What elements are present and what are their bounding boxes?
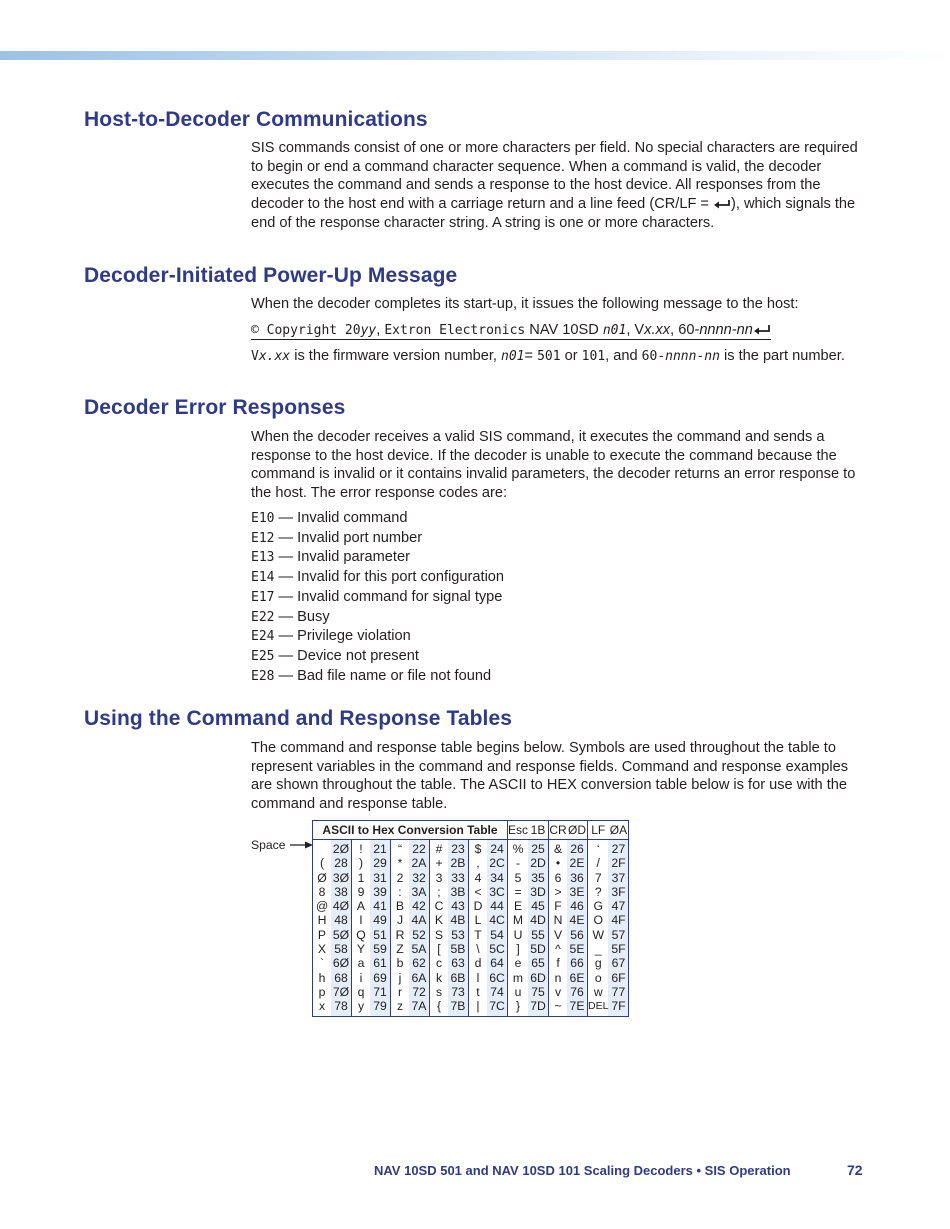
hex-cell: 6D xyxy=(528,971,549,985)
char-cell: G xyxy=(593,899,603,914)
char-cell: ? xyxy=(594,884,602,899)
power-up-note: Vx.xx is the firmware version number, n01= 501 or 101, and 60-nnnn-nn is the part number. xyxy=(251,348,845,364)
char-cell: Y xyxy=(356,942,366,957)
char-cell: D xyxy=(473,899,483,914)
char-cell: % xyxy=(512,842,524,856)
list-item: E10 — Invalid command xyxy=(251,510,408,526)
char-cell: W xyxy=(592,927,604,942)
char-cell: u xyxy=(514,984,522,999)
heading-power-up: Decoder-Initiated Power-Up Message xyxy=(84,264,458,287)
char-cell: h xyxy=(318,970,326,985)
hex-cell: 35 xyxy=(528,871,549,885)
hex-cell: 64 xyxy=(487,956,508,970)
ascii-hex-table xyxy=(312,820,629,1017)
char-cell: Q xyxy=(356,927,366,942)
hex-cell: 79 xyxy=(370,999,391,1016)
char-cell: f xyxy=(556,956,560,971)
hex-cell: 48 xyxy=(331,913,352,927)
hex-cell: 68 xyxy=(331,971,352,985)
hex-cell: 58 xyxy=(331,942,352,956)
table-title: ASCII to Hex Conversion Table xyxy=(313,821,508,840)
char-cell: p xyxy=(318,984,326,999)
char-cell: ( xyxy=(319,856,325,871)
arrow-right-icon xyxy=(290,840,314,850)
table-row xyxy=(313,956,629,970)
char-cell: DEL xyxy=(588,1000,609,1013)
hex-cell: 5F xyxy=(608,942,629,956)
char-cell: + xyxy=(435,856,443,871)
char-cell: b xyxy=(396,956,404,971)
char-cell: g xyxy=(594,956,602,971)
char-cell: a xyxy=(357,956,365,971)
char-cell: J xyxy=(396,913,404,928)
hex-cell: 3A xyxy=(409,885,430,899)
header-cell: CR xyxy=(549,821,568,840)
table-row xyxy=(313,885,629,899)
hex-cell: 2F xyxy=(608,856,629,870)
char-cell: > xyxy=(554,884,562,899)
header-bar xyxy=(0,51,950,60)
char-cell: q xyxy=(357,984,365,999)
char-cell: c xyxy=(435,956,443,971)
footer-title: NAV 10SD 501 and NAV 10SD 101 Scaling Decoders • SIS Operation xyxy=(374,1163,791,1178)
char-cell: ! xyxy=(359,842,363,856)
hex-cell: 75 xyxy=(528,985,549,999)
char-cell: $ xyxy=(474,842,482,856)
char-cell: y xyxy=(357,999,365,1014)
char-cell: n xyxy=(554,970,562,985)
header-cell: LF xyxy=(588,821,609,840)
char-cell: P xyxy=(317,927,327,942)
char-cell: • xyxy=(555,856,561,871)
hex-cell: 3D xyxy=(528,885,549,899)
char-cell: # xyxy=(435,842,443,856)
char-cell: k xyxy=(435,970,443,985)
hex-cell: 77 xyxy=(608,985,629,999)
list-item: E24 — Privilege violation xyxy=(251,628,411,645)
header-cell: ØD xyxy=(567,821,588,840)
hex-cell: 5B xyxy=(448,942,469,956)
hex-cell: 22 xyxy=(409,840,430,857)
hex-cell: 47 xyxy=(608,899,629,913)
char-cell: U xyxy=(513,927,523,942)
list-item: E13 — Invalid parameter xyxy=(251,549,410,566)
hex-cell: 4E xyxy=(567,913,588,927)
hex-cell: 5A xyxy=(409,942,430,956)
hex-cell: 74 xyxy=(487,985,508,999)
hex-cell: 3Ø xyxy=(331,871,352,885)
char-cell: | xyxy=(476,999,480,1014)
hex-cell: 2C xyxy=(487,856,508,870)
hex-cell: 5E xyxy=(567,942,588,956)
hex-cell: 27 xyxy=(608,840,629,857)
hex-cell: 38 xyxy=(331,885,352,899)
hex-cell: 46 xyxy=(567,899,588,913)
return-arrow-icon xyxy=(713,199,731,209)
table-row xyxy=(313,840,629,857)
header-cell: ØA xyxy=(608,821,629,840)
char-cell: @ xyxy=(315,899,329,914)
table-row xyxy=(313,913,629,927)
errors-paragraph: When the decoder receives a valid SIS command, it executes the command and sends a response to the host device. If the decoder is unable to execute the command because the command is invalid or it contains invalid parameters, the decoder returns an error response to the host. The error response codes are: xyxy=(251,429,856,502)
list-item: E28 — Bad file name or file not found xyxy=(251,667,492,684)
hex-cell: 73 xyxy=(448,985,469,999)
char-cell: 7 xyxy=(594,870,602,885)
list-item: E22 — Busy xyxy=(251,608,330,625)
hex-cell: 31 xyxy=(370,871,391,885)
char-cell: ; xyxy=(437,884,441,899)
table-row xyxy=(313,856,629,870)
hex-cell: 57 xyxy=(608,928,629,942)
char-cell: m xyxy=(512,970,524,985)
char-cell: e xyxy=(514,956,522,971)
hex-cell: 23 xyxy=(448,840,469,857)
char-cell: w xyxy=(593,984,603,999)
char-cell: , xyxy=(476,856,480,871)
char-cell: _ xyxy=(594,942,602,957)
table-row xyxy=(313,942,629,956)
char-cell: I xyxy=(359,913,363,928)
char-cell: s xyxy=(435,984,443,999)
char-cell: F xyxy=(554,899,562,914)
char-cell: v xyxy=(554,984,562,999)
hex-cell: 29 xyxy=(370,856,391,870)
hex-cell: 6F xyxy=(608,971,629,985)
char-cell: x xyxy=(318,999,326,1014)
hex-cell: 2Ø xyxy=(331,840,352,857)
char-cell: R xyxy=(395,927,405,942)
hex-cell: 4C xyxy=(487,913,508,927)
hex-cell: 55 xyxy=(528,928,549,942)
table-row xyxy=(313,999,629,1016)
table-row xyxy=(313,928,629,942)
table-header-row xyxy=(313,821,629,840)
char-cell: “ xyxy=(397,842,403,856)
hex-cell: 39 xyxy=(370,885,391,899)
hex-cell: 2A xyxy=(409,856,430,870)
char-cell: & xyxy=(553,842,563,856)
hex-cell: 71 xyxy=(370,985,391,999)
char-cell: / xyxy=(596,856,600,871)
list-item: E25 — Device not present xyxy=(251,647,419,664)
hex-cell: 2B xyxy=(448,856,469,870)
hex-cell: 62 xyxy=(409,956,430,970)
char-cell: V xyxy=(553,927,563,942)
list-item: E17 — Invalid command for signal type xyxy=(251,588,503,605)
hex-cell: 53 xyxy=(448,928,469,942)
char-cell: ~ xyxy=(554,999,562,1014)
char-cell: < xyxy=(474,884,482,899)
hex-cell: 2E xyxy=(567,856,588,870)
char-cell: 9 xyxy=(357,884,365,899)
hex-cell: 4D xyxy=(528,913,549,927)
hex-cell: 7D xyxy=(528,999,549,1016)
char-cell: = xyxy=(514,884,522,899)
char-cell: B xyxy=(395,899,405,914)
hex-cell: 37 xyxy=(608,871,629,885)
hex-cell: 6Ø xyxy=(331,956,352,970)
hex-cell: 7Ø xyxy=(331,985,352,999)
hex-cell: 21 xyxy=(370,840,391,857)
hex-cell: 51 xyxy=(370,928,391,942)
char-cell: S xyxy=(434,927,444,942)
hex-cell: 36 xyxy=(567,871,588,885)
char-cell: z xyxy=(396,999,404,1014)
hex-cell: 3C xyxy=(487,885,508,899)
char-cell: 4 xyxy=(474,870,482,885)
hex-cell: 7F xyxy=(608,999,629,1016)
hex-cell: 54 xyxy=(487,928,508,942)
hex-cell: 63 xyxy=(448,956,469,970)
char-cell: ‘ xyxy=(596,842,600,856)
hex-cell: 6C xyxy=(487,971,508,985)
table-row xyxy=(313,871,629,885)
space-label: Space xyxy=(251,838,286,852)
char-cell: j xyxy=(398,970,402,985)
hex-cell: 4B xyxy=(448,913,469,927)
char-cell: d xyxy=(474,956,482,971)
hex-cell: 34 xyxy=(487,871,508,885)
hex-cell: 42 xyxy=(409,899,430,913)
char-cell: ` xyxy=(319,956,325,971)
tables-paragraph: The command and response table begins below. Symbols are used throughout the table to represent variables in the command and response fields. Command and response examples are shown throughout the table. The ASCII to HEX conversion table below is for use with the command and response table. xyxy=(251,740,849,813)
char-cell: i xyxy=(359,970,363,985)
char-cell: C xyxy=(434,899,444,914)
char-cell: M xyxy=(512,913,524,928)
hex-cell: 24 xyxy=(487,840,508,857)
host-paragraph: SIS commands consist of one or more characters per field. No special characters are required to begin or end a command character sequence. When a command is valid, the decoder executes the command and sends a response to the host device. All responses from the decoder to the host end with a carriage return and a line feed (CR/LF = ), which signals the end of the response character string. A string is one or more characters. xyxy=(251,140,858,231)
hex-cell: 44 xyxy=(487,899,508,913)
page-number: 72 xyxy=(847,1162,863,1178)
hex-cell: 52 xyxy=(409,928,430,942)
hex-cell: 41 xyxy=(370,899,391,913)
hex-cell: 4F xyxy=(608,913,629,927)
hex-cell: 76 xyxy=(567,985,588,999)
char-cell: 3 xyxy=(435,870,443,885)
char-cell: T xyxy=(474,927,482,942)
hex-cell: 5D xyxy=(528,942,549,956)
header-cell: Esc xyxy=(508,821,529,840)
char-cell: o xyxy=(594,970,602,985)
hex-cell: 25 xyxy=(528,840,549,857)
heading-error-responses: Decoder Error Responses xyxy=(84,396,346,419)
hex-cell: 32 xyxy=(409,871,430,885)
hex-cell: 7A xyxy=(409,999,430,1016)
hex-cell: 78 xyxy=(331,999,352,1016)
header-cell: 1B xyxy=(528,821,549,840)
hex-cell: 61 xyxy=(370,956,391,970)
char-cell: l xyxy=(476,970,480,985)
char-cell: H xyxy=(317,913,327,928)
power-up-intro: When the decoder completes its start-up, it issues the following message to the host: xyxy=(251,296,799,312)
char-cell xyxy=(313,840,332,857)
list-item: E14 — Invalid for this port configuration xyxy=(251,569,505,586)
char-cell: K xyxy=(434,913,444,928)
error-code-list xyxy=(251,509,504,686)
hex-cell: 3F xyxy=(608,885,629,899)
hex-cell: 6E xyxy=(567,971,588,985)
char-cell: 8 xyxy=(318,884,326,899)
char-cell: r xyxy=(397,984,403,999)
char-cell: ^ xyxy=(555,942,561,957)
hex-cell: 3B xyxy=(448,885,469,899)
char-cell: } xyxy=(515,999,521,1014)
char-cell: t xyxy=(476,984,480,999)
hex-cell: 7B xyxy=(448,999,469,1016)
hex-cell: 59 xyxy=(370,942,391,956)
char-cell: - xyxy=(515,856,521,871)
char-cell: [ xyxy=(437,942,441,957)
hex-cell: 3E xyxy=(567,885,588,899)
char-cell: ) xyxy=(358,856,364,871)
hex-cell: 66 xyxy=(567,956,588,970)
char-cell: A xyxy=(356,899,366,914)
hex-cell: 6B xyxy=(448,971,469,985)
hex-cell: 7E xyxy=(567,999,588,1016)
char-cell: 1 xyxy=(357,870,365,885)
table-row xyxy=(313,971,629,985)
hex-cell: 4A xyxy=(409,913,430,927)
char-cell: Z xyxy=(396,942,404,957)
char-cell: ] xyxy=(516,942,520,957)
heading-command-tables: Using the Command and Response Tables xyxy=(84,707,513,730)
char-cell: : xyxy=(398,884,402,899)
hex-cell: 26 xyxy=(567,840,588,857)
hex-cell: 2D xyxy=(528,856,549,870)
char-cell: N xyxy=(553,913,563,928)
power-up-message: © Copyright 20yy, Extron Electronics NAV 10SD n01, Vx.xx, 60-nnnn-nn xyxy=(251,321,811,341)
hex-cell: 43 xyxy=(448,899,469,913)
table-row xyxy=(313,899,629,913)
hex-cell: 65 xyxy=(528,956,549,970)
hex-cell: 4Ø xyxy=(331,899,352,913)
char-cell: 2 xyxy=(396,870,404,885)
char-cell: \ xyxy=(476,942,480,957)
list-item: E12 — Invalid port number xyxy=(251,529,423,546)
hex-cell: 49 xyxy=(370,913,391,927)
char-cell: 6 xyxy=(554,870,562,885)
heading-host-to-decoder: Host-to-Decoder Communications xyxy=(84,108,428,131)
hex-cell: 6A xyxy=(409,971,430,985)
char-cell: Ø xyxy=(317,870,327,885)
return-arrow-icon xyxy=(753,324,771,336)
hex-cell: 5C xyxy=(487,942,508,956)
hex-cell: 45 xyxy=(528,899,549,913)
hex-cell: 56 xyxy=(567,928,588,942)
hex-cell: 28 xyxy=(331,856,352,870)
hex-cell: 69 xyxy=(370,971,391,985)
hex-cell: 67 xyxy=(608,956,629,970)
hex-cell: 33 xyxy=(448,871,469,885)
char-cell: 5 xyxy=(514,870,522,885)
char-cell: X xyxy=(317,942,327,957)
hex-cell: 7C xyxy=(487,999,508,1016)
table-row xyxy=(313,985,629,999)
char-cell: O xyxy=(593,913,603,928)
char-cell: L xyxy=(474,913,482,928)
hex-cell: 72 xyxy=(409,985,430,999)
hex-cell: 5Ø xyxy=(331,928,352,942)
char-cell: * xyxy=(397,856,403,871)
char-cell: E xyxy=(513,899,523,914)
char-cell: { xyxy=(436,999,442,1014)
